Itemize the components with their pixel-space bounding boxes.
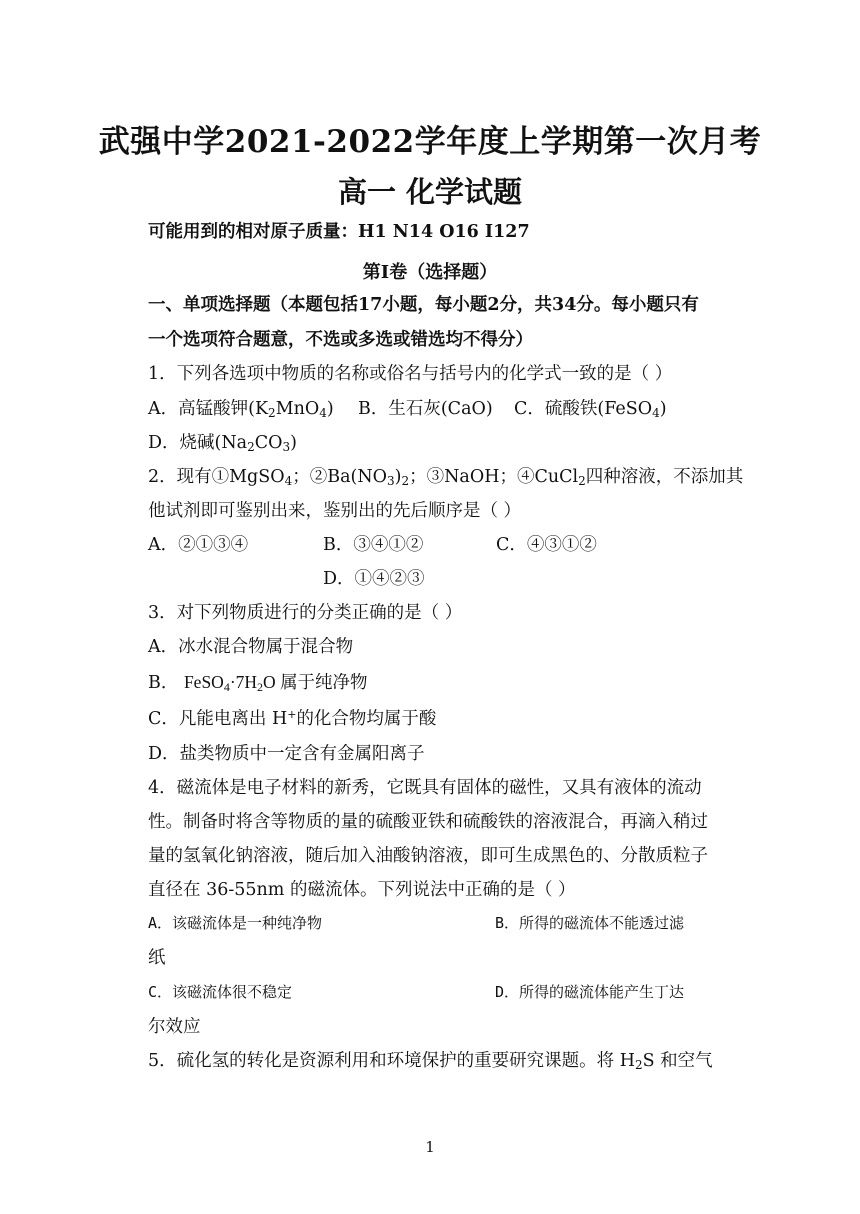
- q4-option-c: C．该磁流体很不稳定: [148, 983, 293, 1001]
- q4-option-a: A．该磁流体是一种纯净物: [148, 914, 323, 932]
- q2-option-a: A．②①③④: [148, 535, 249, 555]
- q2-stem-line-2: 他试剂即可鉴别出来，鉴别出的先后顺序是（ ）: [148, 501, 522, 521]
- q2-option-b: B．③④①②: [323, 535, 424, 555]
- q4-option-b-continued: 纸: [148, 948, 166, 968]
- section-title: 第Ⅰ卷（选择题）: [362, 262, 498, 283]
- q3-option-a: A．冰水混合物属于混合物: [148, 637, 354, 657]
- q4-option-d-continued: 尔效应: [148, 1017, 201, 1037]
- q4-option-d: D．所得的磁流体能产生丁达: [495, 983, 685, 1001]
- q2-stem-line-1: 2．现有①MgSO$_4$；$②Ba(NO_3)_2$；③NaOH；④CuCl$_2$四种溶液，不添加其: [148, 467, 744, 488]
- q4-stem-line-4: 直径在 36-55nm 的磁流体。下列说法中正确的是（ ）: [148, 880, 576, 900]
- instructions-line-2: 一个选项符合题意，不选或多选或错选均不得分）: [148, 330, 533, 350]
- q1-option-c: C．硫酸铁(FeSO$_4$): [514, 399, 667, 420]
- q3-option-b: B． $FeSO_4\cdot 7H_2O$ 属于纯净物: [148, 672, 368, 694]
- q4-option-b: B．所得的磁流体不能透过滤: [495, 914, 685, 932]
- q1-stem: 1．下列各选项中物质的名称或俗名与括号内的化学式一致的是（ ）: [148, 364, 673, 384]
- q3-stem: 3．对下列物质进行的分类正确的是（ ）: [148, 603, 463, 623]
- q4-stem-line-1: 4．磁流体是电子材料的新秀，它既具有固体的磁性，又具有液体的流动: [148, 778, 702, 798]
- page-number: 1: [425, 1138, 435, 1156]
- q1-option-a: A．高锰酸钾$(K_2MnO_4)$: [148, 399, 334, 420]
- q3-option-c: C．凡能电离出 H+的化合物均属于酸: [148, 708, 437, 729]
- q2-option-d: D．①④②③: [323, 569, 425, 589]
- instructions-line-1: 一、单项选择题（本题包括17小题，每小题2分，共34分。每小题只有: [148, 295, 699, 315]
- q4-stem-line-2: 性。制备时将含等物质的量的硫酸亚铁和硫酸铁的溶液混合，再滴入稍过: [148, 812, 708, 832]
- q4-stem-line-3: 量的氢氧化钠溶液，随后加入油酸钠溶液，即可生成黑色的、分散质粒子: [148, 846, 708, 866]
- q1-option-d: D．烧碱$(Na_2CO_3)$: [148, 433, 297, 454]
- exam-subtitle: 高一 化学试题: [337, 175, 523, 209]
- exam-title: 武强中学2021-2022学年度上学期第一次月考: [98, 124, 762, 160]
- q1-option-b: B．生石灰(CaO): [358, 399, 493, 419]
- atomic-mass-note: 可能用到的相对原子质量：H1 N14 O16 I127: [148, 222, 530, 242]
- q3-option-d: D．盐类物质中一定含有金属阳离子: [148, 744, 425, 764]
- q5-stem-line-1: 5．硫化氢的转化是资源利用和环境保护的重要研究课题。将 $H_2S$ 和空气: [148, 1051, 713, 1072]
- q2-option-c: C．④③①②: [496, 535, 597, 555]
